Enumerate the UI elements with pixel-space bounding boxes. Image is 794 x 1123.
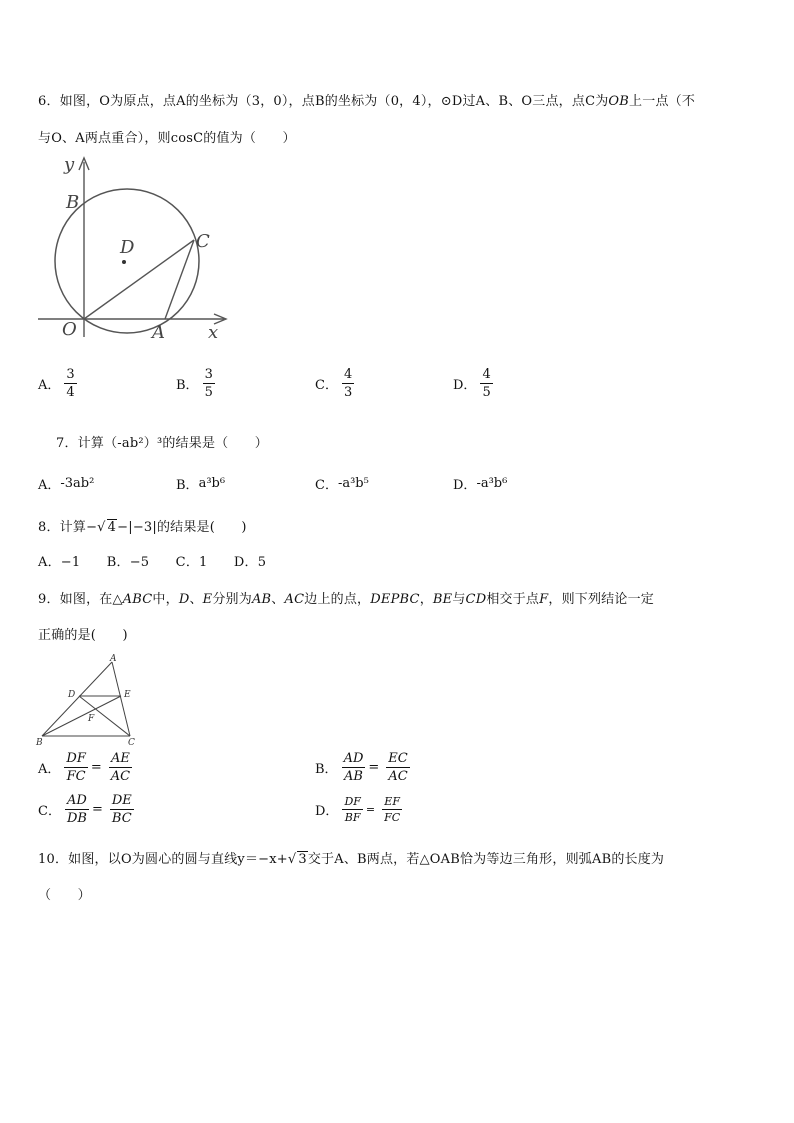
q9-label-C: C — [128, 738, 135, 747]
q7-option-a[interactable]: A． -3ab² — [38, 476, 95, 493]
q6-label-y: y — [64, 154, 75, 175]
q6-label-A: A — [152, 322, 165, 342]
q9-option-a[interactable]: A． $\frac{DF}{FC}$ = $\frac{AE}{AC}$ — [38, 751, 131, 784]
q6-option-a[interactable]: A． $\frac{3}{4}$ — [38, 367, 75, 400]
q6-label-D: D — [120, 237, 135, 258]
q6-label-B: B — [66, 192, 80, 213]
q9-stem-line2: 正确的是( ) — [38, 628, 128, 643]
q9-figure — [34, 652, 144, 747]
q9-option-b[interactable]: B． $\frac{AD}{AB}$ = $\frac{EC}{AC}$ — [315, 751, 408, 784]
q10-radicand: 3 — [298, 852, 307, 867]
q10-stem-line1: 10．如图，以O为圆心的圆与直线y＝−x+√ 3交于A、B两点，若△OAB恰为等边三角形，则弧AB的长度为 — [38, 852, 665, 867]
q6-label-O: O — [62, 319, 77, 340]
q6-option-c[interactable]: C． $\frac{4}{3}$ — [315, 367, 353, 400]
q6-option-b-fraction: $\frac{3}{5}$ — [204, 367, 213, 400]
q8-radicand: 4 — [107, 520, 117, 535]
q8-options[interactable]: A．−1 B．−5 C．1 D．5 — [38, 555, 267, 570]
q6-stem-line1: 6．如图，O为原点，点A的坐标为（3，0），点B的坐标为（0，4），⊙D过A、B、O三点，点C为OB上一点（不 — [38, 94, 696, 109]
q6-option-c-fraction: $\frac{4}{3}$ — [343, 367, 353, 400]
q9-label-E: E — [124, 690, 131, 700]
q6-option-d-fraction: $\frac{4}{5}$ — [482, 367, 491, 400]
q9-label-B: B — [36, 738, 43, 747]
q8-sqrt-sign: √ — [97, 520, 106, 535]
q10-stem-line2: （ ） — [38, 888, 91, 903]
q7-option-b[interactable]: B． a³b⁶ — [176, 476, 226, 493]
q6-option-a-fraction: $\frac{3}{4}$ — [66, 367, 75, 400]
q9-label-F: F — [88, 714, 95, 724]
q9-option-c[interactable]: C． $\frac{AD}{DB}$ = $\frac{DE}{BC}$ — [38, 793, 132, 826]
q7-stem: 7．计算（-ab²）³的结果是（ ） — [56, 436, 268, 451]
q10-sqrt-sign: √ — [287, 852, 297, 867]
q7-option-c[interactable]: C． -a³b⁵ — [315, 476, 369, 493]
q6-label-C: C — [196, 231, 210, 252]
q6-stem-line2: 与O、A两点重合），则cosC的值为（ ） — [38, 131, 296, 146]
q7-option-d[interactable]: D． -a³b⁶ — [453, 476, 508, 493]
q9-option-d[interactable]: D． $\frac{DF}{BF}$ = $\frac{EF}{FC}$ — [315, 795, 401, 824]
q9-label-A: A — [110, 654, 117, 664]
q8-stem: 8．计算−√ 4−|−3|的结果是( ) — [38, 520, 247, 535]
q9-stem-line1: 9．如图，在△ABC中，D、E分别为AB、AC边上的点，DEPBC，BE与CD相交于点F，则下列结论一定 — [38, 592, 654, 607]
q6-arc-label: OB — [608, 94, 630, 109]
q6-option-b[interactable]: B． $\frac{3}{5}$ — [176, 367, 213, 400]
q9-label-D: D — [68, 690, 76, 700]
q6-figure — [34, 152, 234, 342]
q6-label-x: x — [208, 322, 219, 342]
q6-option-d[interactable]: D． $\frac{4}{5}$ — [453, 367, 491, 400]
